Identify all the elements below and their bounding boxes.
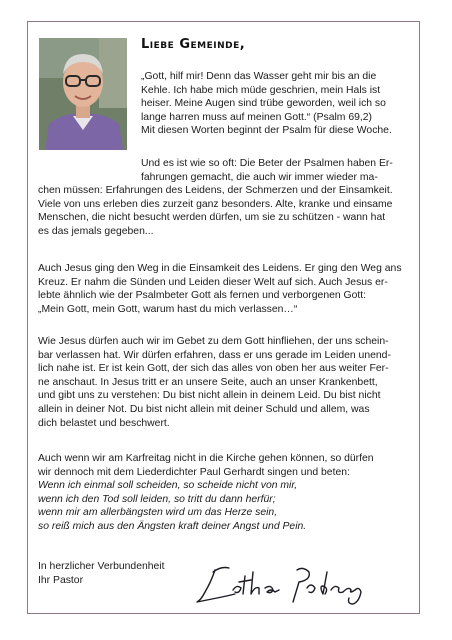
letter-frame [27,21,420,614]
paragraph-2-rest: chen müssen: Erfahrungen des Leidens, der Schmerzen und der Einsamkeit. Viele von uns erleben dies zurzeit ganz besonders. Alte, kranke und einsame Menschen, die nicht besucht werden dürfen, um sie zu schützen - wann hat es das jemals gegeben... [38,185,393,237]
handwritten-signature [193,562,373,608]
closing-text: In herzlicher Verbundenheit Ihr Pastor [38,561,165,586]
paragraph-5 [38,452,416,534]
paragraph-4-text: Wie Jesus dürfen auch wir im Gebet zu dem Gott hinfliehen, der uns schein- bar verlassen hat. Wir dürfen erfahren, dass er uns gerade im Leiden unend- lich nahe ist. Er ist kein Gott, der sich das alles von oben her aus weiter Fer- ne anschaut. In Jesus tritt er an unsere Seite, auch an unser Krankenbett, und gibt uns zu verstehen: Du bist nicht allein in deinem Leid. Du bist nicht allein in deiner Not. Du bist nicht allein mit deiner Schuld und allem, was dich belastet und beschwert. [38,336,391,429]
closing [38,560,198,587]
pastor-portrait-image [39,38,127,150]
paragraph-5-text: Auch wenn wir am Karfreitag nicht in die Kirche gehen können, so dürfen wir dennoch mit dem Liederdichter Paul Gerhardt singen und beten: [38,453,374,478]
intro-paragraph [141,70,413,138]
paragraph-2-start: Und es ist wie so oft: Die Beter der Psalmen haben Er- fahrungen gemacht, die auch wir immer wieder ma- [141,158,393,183]
paragraph-3 [38,262,416,316]
paragraph-2-continued [38,184,416,238]
paragraph-3-text: Auch Jesus ging den Weg in die Einsamkeit des Leidens. Er ging den Weg ans Kreuz. Er nahm die Sünden und Leiden dieser Welt auf sich. Auch Jesus er- lebte ähnlich wie der Psalmbeter Gott als fernen und verborgenen Gott: „Mein Gott, mein Gott, warum hast du mich verlassen…“ [38,263,402,315]
paragraph-2-indented [141,157,415,184]
paragraph-4 [38,335,416,430]
psalm-quote-text: „Gott, hilf mir! Denn das Wasser geht mir bis an die Kehle. Ich habe mich müde geschrien, mein Hals ist heiser. Meine Augen sind trübe geworden, weil ich so lange harren muss auf meinen Gott.“ (Psalm 69,2) Mit diesen Worten beginnt der Psalm für diese Woche. [141,71,392,137]
hymn-verse: Wenn ich einmal soll scheiden, so scheide nicht von mir, wenn ich den Tod soll leiden, so tritt du dann herfür; wenn mir am allerbängsten wird um das Herze sein, so reiß mich aus den Ängsten kraft deiner Angst und Pein. [38,480,307,532]
letter-heading: Liebe Gemeinde, [141,37,246,52]
